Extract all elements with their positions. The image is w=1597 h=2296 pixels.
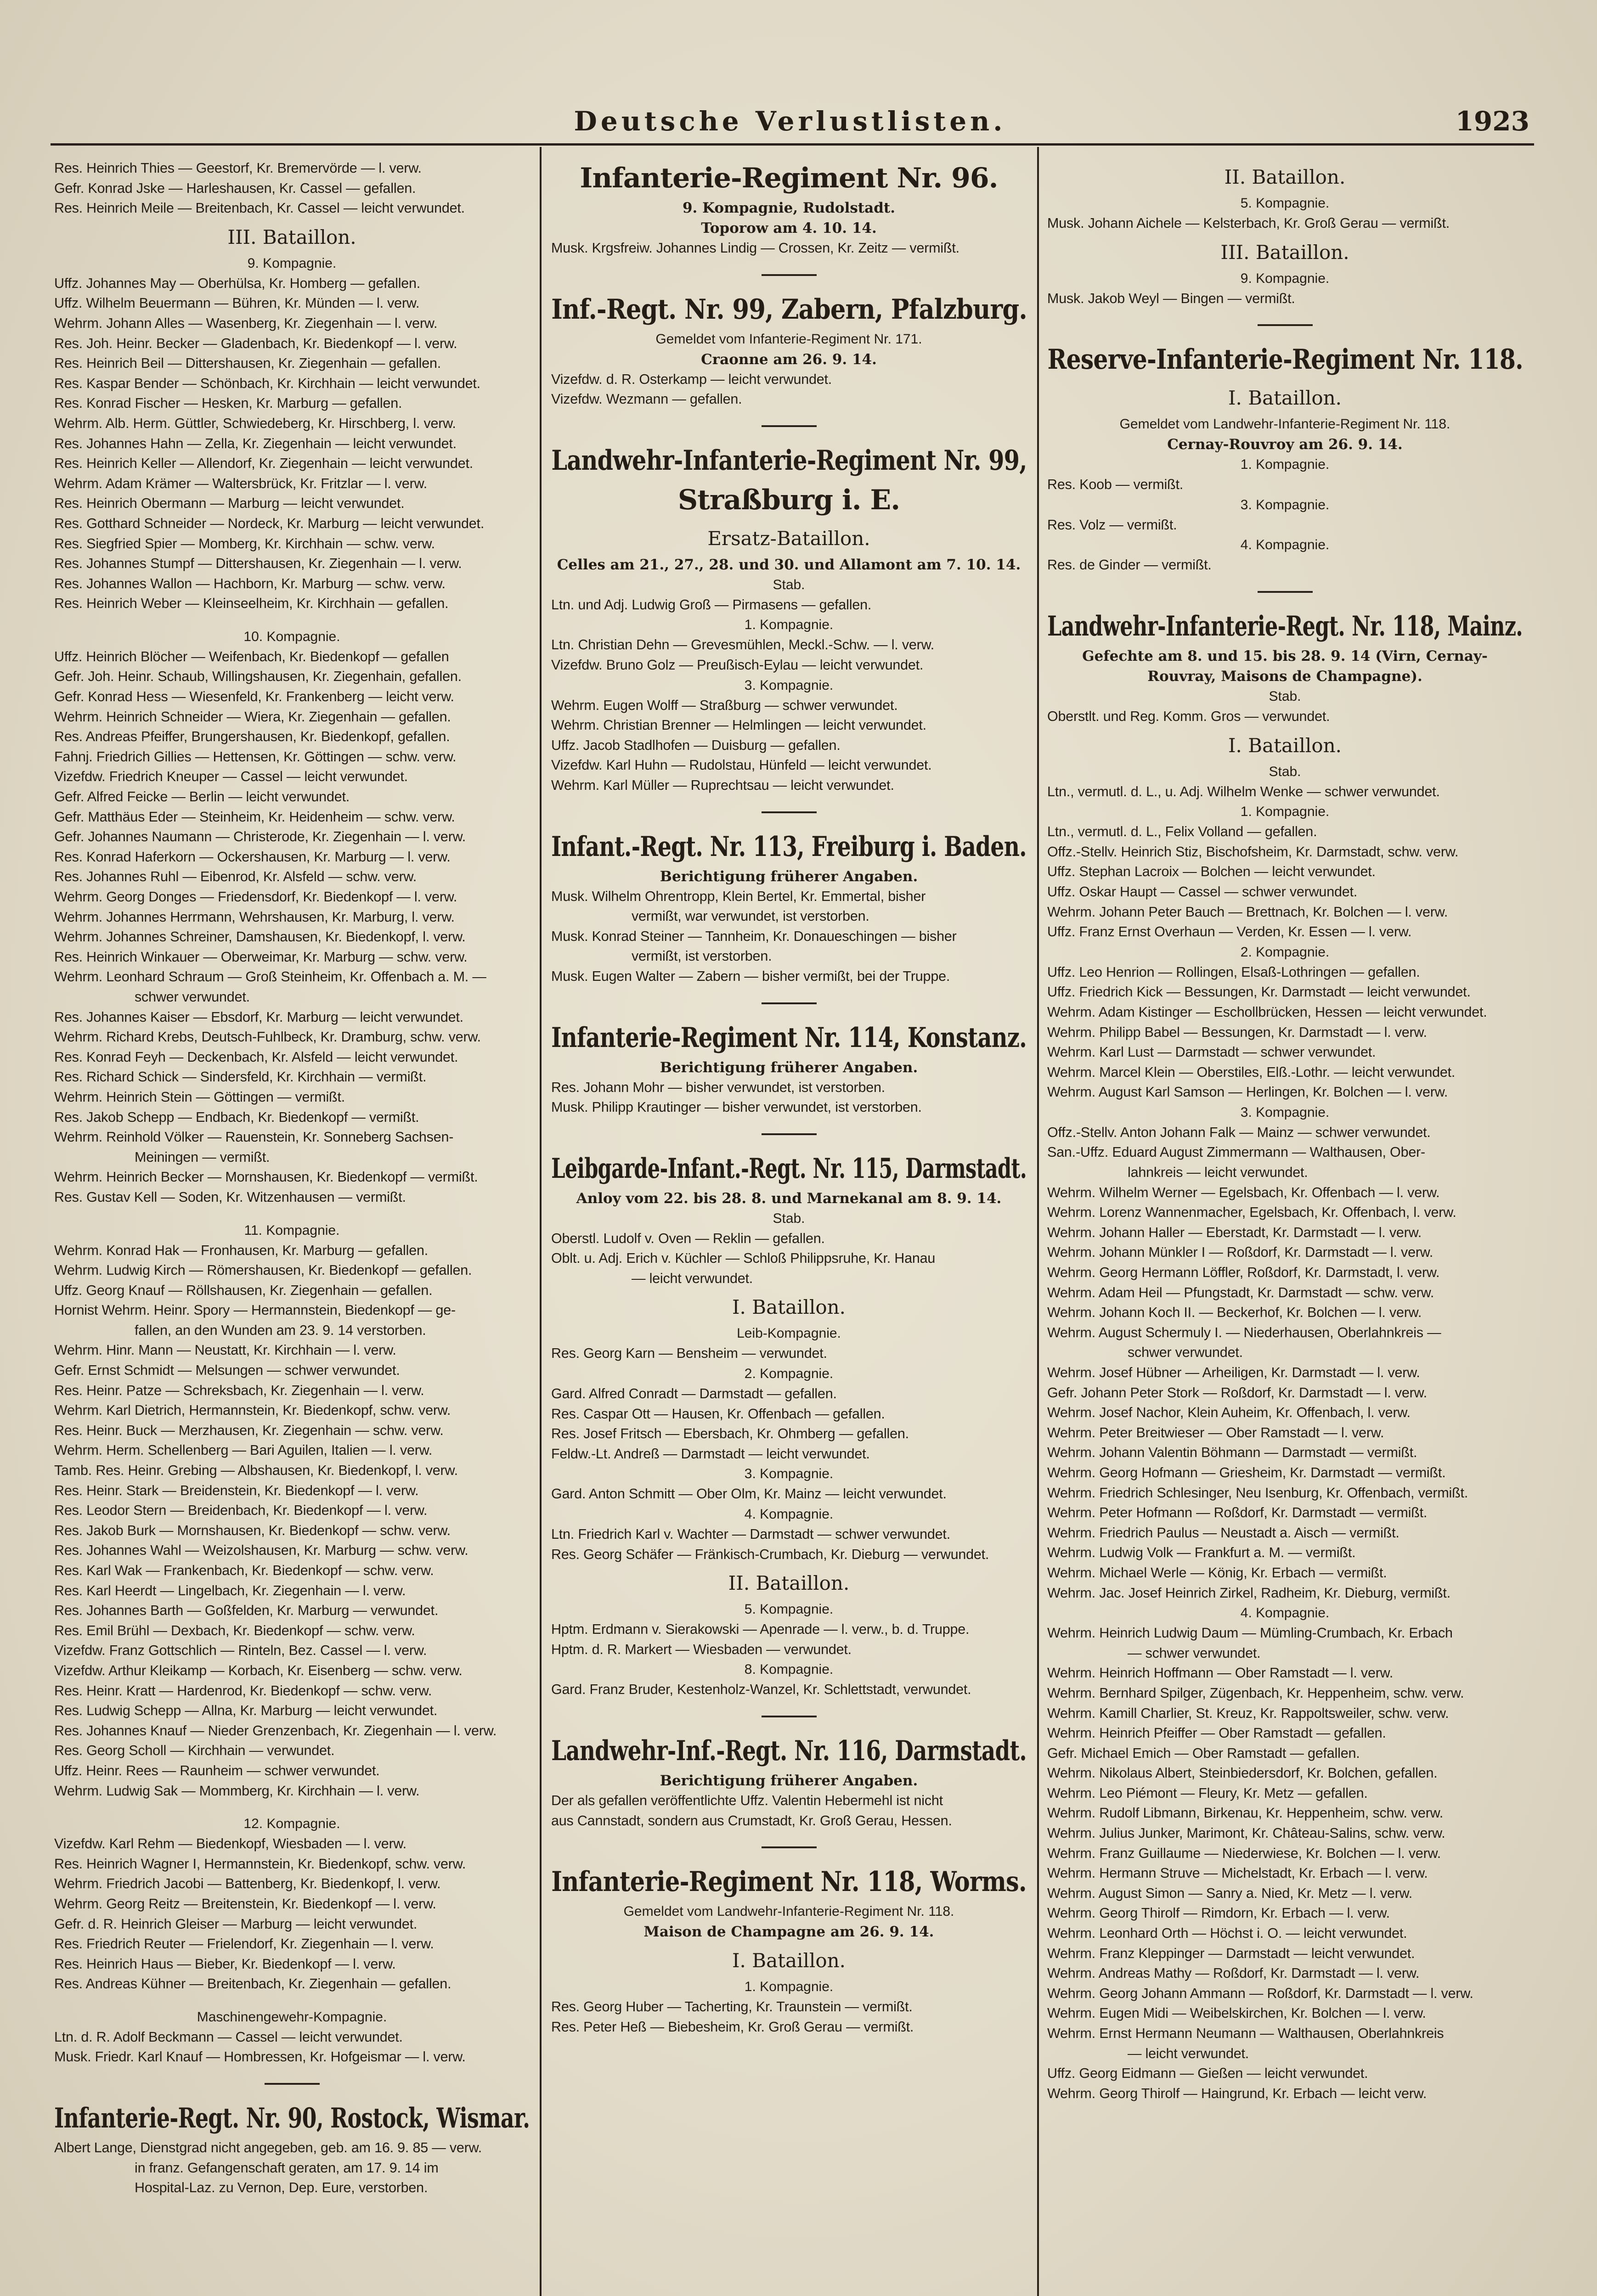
casualty-entry: Musk. Johann Aichele — Kelsterbach, Kr. Groß Gerau — vermißt. <box>1047 215 1450 231</box>
casualty-entry: Wehrm. Johann Peter Bauch — Brettnach, Kr. Bolchen — l. verw. <box>1047 904 1448 920</box>
casualty-entry: Fahnj. Friedrich Gillies — Hettensen, Kr. Göttingen — schw. verw. <box>54 748 457 765</box>
casualty-entry-continuation: vermißt, war verwundet, ist verstorben. <box>632 908 869 924</box>
casualty-entry: Res. Heinr. Buck — Merzhausen, Kr. Ziegenhain — schw. verw. <box>54 1422 444 1438</box>
battalion-heading: III. Bataillon. <box>1220 241 1349 264</box>
spacer <box>54 1801 530 1814</box>
casualty-entry: Tamb. Res. Heinr. Grebing — Albshausen, Kr. Biedenkopf, l. verw. <box>54 1463 458 1479</box>
casualty-entry: Res. Joh. Heinr. Becker — Gladenbach, Kr. Biedenkopf — l. verw. <box>54 335 457 351</box>
casualty-entry: Wehrm. Friedrich Schlesinger, Neu Isenburg, Kr. Offenbach, vermißt. <box>1047 1485 1468 1501</box>
casualty-entry: Uffz. Johannes May — Oberhülsa, Kr. Homberg — gefallen. <box>54 275 421 291</box>
casualty-entry: Wehrm. Georg Hofmann — Griesheim, Kr. Darmstadt — vermißt. <box>1047 1464 1446 1480</box>
subheading: Leib-Kompagnie. <box>737 1326 841 1341</box>
casualty-entry: Ltn., vermutl. d. L., u. Adj. Wilhelm Wenke — schwer verwundet. <box>1047 783 1440 799</box>
casualty-entry: Res. Johannes Hahn — Zella, Kr. Ziegenhain — leicht verwundet. <box>54 435 457 451</box>
subheading: 10. Kompagnie. <box>243 629 340 644</box>
casualty-entry: aus Cannstadt, sondern aus Crumstadt, Kr. Groß Gerau, Hessen. <box>551 1812 952 1829</box>
casualty-entry: Wehrm. Jac. Josef Heinrich Zirkel, Radheim, Kr. Dieburg, vermißt. <box>1047 1585 1450 1601</box>
casualty-entry: Offz.-Stellv. Heinrich Stiz, Bischofsheim, Kr. Darmstadt, schw. verw. <box>1047 844 1459 860</box>
subheading-bold: Toporow am 4. 10. 14. <box>701 220 877 236</box>
subheading: Maschinengewehr-Kompagnie. <box>197 2009 387 2025</box>
casualty-entry: Res. Volz — vermißt. <box>1047 517 1177 533</box>
casualty-entry: Uffz. Jacob Stadlhofen — Duisburg — gefallen. <box>551 737 841 753</box>
casualty-entry: Wehrm. Heinrich Ludwig Daum — Mümling-Crumbach, Kr. Erbach <box>1047 1625 1453 1641</box>
casualty-entry: Wehrm. Adam Krämer — Waltersbrück, Kr. Fritzlar — l. verw. <box>54 475 428 491</box>
casualty-entry: Res. Heinrich Meile — Breitenbach, Kr. Cassel — leicht verwundet. <box>54 200 465 216</box>
casualty-entry: Wehrm. Heinrich Stein — Göttingen — vermißt. <box>54 1089 345 1105</box>
subheading: 1. Kompagnie. <box>744 1979 834 1995</box>
section-separator <box>762 811 817 813</box>
casualty-entry: Res. Jakob Schepp — Endbach, Kr. Biedenkopf — vermißt. <box>54 1109 419 1125</box>
section-separator <box>762 1716 817 1717</box>
subheading: Stab. <box>1269 688 1301 704</box>
subheading-bold: Berichtigung früherer Angaben. <box>660 1773 918 1789</box>
casualty-entry: Gefr. Johannes Naumann — Christerode, Kr. Ziegenhain — l. verw. <box>54 829 466 845</box>
casualty-entry: Res. Richard Schick — Sindersfeld, Kr. Kirchhain — vermißt. <box>54 1069 427 1085</box>
casualty-entry: Ltn. und Adj. Ludwig Groß — Pirmasens — gefallen. <box>551 597 872 613</box>
casualty-entry: Wehrm. Konrad Hak — Fronhausen, Kr. Marburg — gefallen. <box>54 1242 429 1258</box>
casualty-entry: Wehrm. Georg Donges — Friedensdorf, Kr. Biedenkopf — l. verw. <box>54 889 457 905</box>
casualty-entry: Wehrm. Ludwig Kirch — Römershausen, Kr. Biedenkopf — gefallen. <box>54 1262 472 1278</box>
casualty-entry: Wehrm. Peter Hofmann — Roßdorf, Kr. Darmstadt — vermißt. <box>1047 1505 1428 1521</box>
casualty-entry: Oblt. u. Adj. Erich v. Küchler — Schloß Philippsruhe, Kr. Hanau <box>551 1250 936 1266</box>
casualty-entry: Wehrm. Adam Heil — Pfungstadt, Kr. Darmstadt — schw. verw. <box>1047 1284 1434 1300</box>
casualty-entry-continuation: — leicht verwundet. <box>632 1270 753 1286</box>
subheading: 9. Kompagnie. <box>1240 270 1330 286</box>
casualty-entry: Res. Georg Schäfer — Fränkisch-Crumbach, Kr. Dieburg — verwundet. <box>551 1546 989 1562</box>
casualty-entry: Res. Josef Fritsch — Ebersbach, Kr. Ohmberg — gefallen. <box>551 1426 909 1442</box>
casualty-entry: Res. Heinrich Beil — Dittershausen, Kr. Ziegenhain — gefallen. <box>54 355 441 371</box>
casualty-entry: Wehrm. Julius Junker, Marimont, Kr. Château-Salins, schw. verw. <box>1047 1825 1445 1841</box>
casualty-entry: Gefr. Alfred Feicke — Berlin — leicht verwundet. <box>54 789 350 805</box>
casualty-entry: Res. Johannes Barth — Goßfelden, Kr. Marburg — verwundet. <box>54 1603 439 1619</box>
page-number: 1923 <box>1455 106 1529 137</box>
casualty-entry: Wehrm. Karl Müller — Ruprechtsau — leicht verwundet. <box>551 777 894 793</box>
casualty-entry: Res. Johannes Knauf — Nieder Grenzenbach, Kr. Ziegenhain — l. verw. <box>54 1722 497 1739</box>
subheading: 12. Kompagnie. <box>243 1816 340 1832</box>
battalion-heading: I. Bataillon. <box>1228 734 1342 757</box>
casualty-entry: Musk. Eugen Walter — Zabern — bisher vermißt, bei der Truppe. <box>551 968 950 984</box>
casualty-entry: Ltn. d. R. Adolf Beckmann — Cassel — leicht verwundet. <box>54 2029 403 2045</box>
casualty-entry: Wehrm. Peter Breitwieser — Ober Ramstadt — l. verw. <box>1047 1424 1384 1441</box>
spacer <box>54 1208 530 1221</box>
casualty-entry: Gefr. Michael Emich — Ober Ramstadt — gefallen. <box>1047 1745 1360 1761</box>
casualty-entry: Wehrm. Marcel Klein — Oberstiles, Elß.-Lothr. — leicht verwundet. <box>1047 1064 1456 1080</box>
casualty-entry-continuation: fallen, an den Wunden am 23. 9. 14 verstorben. <box>135 1322 426 1338</box>
casualty-entry: Uffz. Leo Henrion — Rollingen, Elsaß-Lothringen — gefallen. <box>1047 964 1420 980</box>
casualty-entry: Wehrm. Wilhelm Werner — Egelsbach, Kr. Offenbach — l. verw. <box>1047 1184 1440 1200</box>
battalion-heading: I. Bataillon. <box>1228 387 1342 410</box>
casualty-entry: Hptm. Erdmann v. Sierakowski — Apenrade — l. verw., b. d. Truppe. <box>551 1621 970 1638</box>
casualty-entry: Uffz. Heinr. Rees — Raunheim — schwer verwundet. <box>54 1762 380 1778</box>
column-2 <box>551 158 1027 2296</box>
casualty-entry: Wehrm. Georg Hermann Löffler, Roßdorf, Kr. Darmstadt, l. verw. <box>1047 1265 1440 1281</box>
casualty-entry: Wehrm. Leo Piémont — Fleury, Kr. Metz — gefallen. <box>1047 1785 1368 1801</box>
casualty-entry: Res. Leodor Stern — Breidenbach, Kr. Biedenkopf — l. verw. <box>54 1503 428 1519</box>
casualty-entry: Musk. Philipp Krautinger — bisher verwundet, ist verstorben. <box>551 1099 922 1115</box>
casualty-entry: Res. Peter Heß — Biebesheim, Kr. Groß Gerau — vermißt. <box>551 2019 914 2035</box>
spacer <box>54 1994 530 2007</box>
casualty-entry: Wehrm. Leonhard Orth — Höchst i. O. — leicht verwundet. <box>1047 1925 1407 1941</box>
casualty-entry: Res. Konrad Fischer — Hesken, Kr. Marburg — gefallen. <box>54 395 402 411</box>
subheading-bold: Anloy vom 22. bis 28. 8. und Marnekanal am 8. 9. 14. <box>576 1190 1002 1207</box>
casualty-entry: Uffz. Georg Eidmann — Gießen — leicht verwundet. <box>1047 2065 1368 2082</box>
casualty-entry: Wehrm. Georg Johann Ammann — Roßdorf, Kr. Darmstadt — l. verw. <box>1047 1985 1473 2001</box>
casualty-entry: Res. Jakob Burk — Mornshausen, Kr. Biedenkopf — schw. verw. <box>54 1522 451 1538</box>
casualty-entry: Wehrm. Philipp Babel — Bessungen, Kr. Darmstadt — l. verw. <box>1047 1024 1427 1040</box>
casualty-entry: Wehrm. Hinr. Mann — Neustatt, Kr. Kirchhain — l. verw. <box>54 1342 396 1358</box>
subheading: Gemeldet vom Landwehr-Infanterie-Regiment Nr. 118. <box>1119 416 1450 432</box>
casualty-entry: Wehrm. Adam Kistinger — Eschollbrücken, Hessen — leicht verwundet. <box>1047 1004 1487 1020</box>
casualty-entry: Wehrm. Eugen Wolff — Straßburg — schwer verwundet. <box>551 697 898 713</box>
casualty-entry: Wehrm. Heinrich Schneider — Wiera, Kr. Ziegenhain — gefallen. <box>54 709 451 725</box>
battalion-heading: I. Bataillon. <box>732 1296 846 1319</box>
casualty-entry: Albert Lange, Dienstgrad nicht angegeben, geb. am 16. 9. 85 — verw. <box>54 2140 482 2156</box>
casualty-entry: Uffz. Wilhelm Beuermann — Bühren, Kr. Münden — l. verw. <box>54 295 420 311</box>
subheading: 5. Kompagnie. <box>1240 196 1330 211</box>
regiment-heading: Landwehr-Infanterie-Regiment Nr. 99, <box>551 444 1027 477</box>
subheading-bold: Berichtigung früherer Angaben. <box>660 1059 918 1076</box>
header-rule <box>51 143 1534 146</box>
subheading: 2. Kompagnie. <box>744 1366 834 1382</box>
casualty-entry: Musk. Konrad Steiner — Tannheim, Kr. Donaueschingen — bisher <box>551 928 957 944</box>
subheading: 1. Kompagnie. <box>1240 457 1330 473</box>
subheading: 1. Kompagnie. <box>1240 804 1330 820</box>
casualty-entry: Wehrm. Georg Reitz — Breitenstein, Kr. Biedenkopf — l. verw. <box>54 1896 436 1912</box>
casualty-entry: Wehrm. Heinrich Becker — Mornshausen, Kr. Biedenkopf — vermißt. <box>54 1169 478 1185</box>
casualty-entry-continuation: in franz. Gefangenschaft geraten, am 17. 9. 14 im <box>135 2160 439 2176</box>
casualty-entry: Res. Caspar Ott — Hausen, Kr. Offenbach — gefallen. <box>551 1406 885 1422</box>
casualty-entry: Wehrm. Leonhard Schraum — Groß Steinheim, Kr. Offenbach a. M. — <box>54 969 486 985</box>
subheading: Stab. <box>1269 764 1301 779</box>
casualty-entry: Wehrm. Rudolf Libmann, Birkenau, Kr. Heppenheim, schw. verw. <box>1047 1805 1444 1821</box>
casualty-entry: Wehrm. Johannes Herrmann, Wehrshausen, Kr. Marburg, l. verw. <box>54 909 455 925</box>
spacer <box>54 614 530 627</box>
casualty-entry: Res. Konrad Feyh — Deckenbach, Kr. Alsfeld — leicht verwundet. <box>54 1049 458 1065</box>
casualty-entry: Der als gefallen veröffentlichte Uffz. Valentin Hebermehl ist nicht <box>551 1793 943 1808</box>
casualty-entry: Res. Heinrich Keller — Allendorf, Kr. Ziegenhain — leicht verwundet. <box>54 456 474 472</box>
casualty-entry: Res. Siegfried Spier — Momberg, Kr. Kirchhain — schw. verw. <box>54 535 435 551</box>
subheading: 11. Kompagnie. <box>244 1222 340 1238</box>
subheading: 9. Kompagnie. <box>247 255 337 271</box>
casualty-entry: Wehrm. Ernst Hermann Neumann — Walthausen, Oberlahnkreis <box>1047 2026 1444 2041</box>
casualty-entry: Uffz. Georg Knauf — Röllshausen, Kr. Ziegenhain — gefallen. <box>54 1282 433 1298</box>
casualty-entry: Res. Johannes Ruhl — Eibenrod, Kr. Alsfeld — schw. verw. <box>54 869 417 885</box>
column-divider <box>1037 147 1039 2296</box>
regiment-heading: Landwehr-Inf.-Regt. Nr. 116, Darmstadt. <box>551 1735 1027 1767</box>
casualty-entry: Vizefdw. Karl Huhn — Rudolstau, Hünfeld — leicht verwundet. <box>551 757 932 773</box>
publication-title: Deutsche Verlustlisten. <box>574 106 1006 137</box>
regiment-heading: Infanterie-Regt. Nr. 90, Rostock, Wismar. <box>54 2102 530 2135</box>
section-separator <box>1258 324 1313 326</box>
casualty-entry: Gefr. Johann Peter Stork — Roßdorf, Kr. Darmstadt — l. verw. <box>1047 1384 1428 1401</box>
casualty-entry: Res. Andreas Kühner — Breitenbach, Kr. Ziegenhain — gefallen. <box>54 1976 451 1992</box>
casualty-entry: Wehrm. Ludwig Sak — Mommberg, Kr. Kirchhain — l. verw. <box>54 1783 420 1799</box>
regiment-heading: Infanterie-Regiment Nr. 114, Konstanz. <box>551 1021 1027 1054</box>
casualty-entry: Wehrm. Andreas Mathy — Roßdorf, Kr. Darmstadt — l. verw. <box>1047 1965 1420 1981</box>
casualty-entry: Res. Heinrich Weber — Kleinseelheim, Kr. Kirchhain — gefallen. <box>54 596 449 612</box>
casualty-entry: Wehrm. Reinhold Völker — Rauenstein, Kr. Sonneberg Sachsen- <box>54 1129 454 1145</box>
casualty-entry: Wehrm. Josef Nachor, Klein Auheim, Kr. Offenbach, l. verw. <box>1047 1405 1411 1421</box>
casualty-entry: Wehrm. Herm. Schellenberg — Bari Aguilen, Italien — l. verw. <box>54 1442 433 1458</box>
casualty-entry: Wehrm. Christian Brenner — Helmlingen — leicht verwundet. <box>551 717 926 733</box>
casualty-entry: Ltn. Christian Dehn — Grevesmühlen, Meckl.-Schw. — l. verw. <box>551 637 935 653</box>
casualty-entry: Musk. Jakob Weyl — Bingen — vermißt. <box>1047 290 1295 306</box>
casualty-entry: Musk. Wilhelm Ohrentropp, Klein Bertel, Kr. Emmertal, bisher <box>551 888 926 904</box>
subheading-bold: Maison de Champagne am 26. 9. 14. <box>643 1924 934 1941</box>
column-divider <box>540 147 542 2296</box>
subheading: 5. Kompagnie. <box>744 1602 834 1617</box>
casualty-entry: Res. Johann Mohr — bisher verwundet, ist verstorben. <box>551 1079 886 1095</box>
subheading: Gemeldet vom Infanterie-Regiment Nr. 171. <box>655 331 922 347</box>
casualty-entry: Res. Heinrich Haus — Bieber, Kr. Biedenkopf — l. verw. <box>54 1956 396 1972</box>
casualty-entry: Gefr. Ernst Schmidt — Melsungen — schwer verwundet. <box>54 1362 400 1379</box>
casualty-entry: Vizefdw. Karl Rehm — Biedenkopf, Wiesbaden — l. verw. <box>54 1836 406 1852</box>
casualty-entry: Wehrm. Friedrich Jacobi — Battenberg, Kr. Biedenkopf, l. verw. <box>54 1876 441 1892</box>
casualty-entry: Gefr. Joh. Heinr. Schaub, Willingshausen, Kr. Ziegenhain, gefallen. <box>54 669 462 685</box>
subheading: Stab. <box>773 1210 805 1226</box>
battalion-heading: II. Bataillon. <box>728 1572 850 1595</box>
casualty-entry: Res. Friedrich Reuter — Frielendorf, Kr. Ziegenhain — l. verw. <box>54 1936 434 1952</box>
casualty-entry: Res. Emil Brühl — Dexbach, Kr. Biedenkopf — schw. verw. <box>54 1622 415 1638</box>
casualty-entry: Wehrm. Johann Koch II. — Beckerhof, Kr. Bolchen — l. verw. <box>1047 1305 1422 1321</box>
casualty-entry: Res. Georg Huber — Tacherting, Kr. Traunstein — vermißt. <box>551 1999 913 2015</box>
casualty-entry: Gard. Anton Schmitt — Ober Olm, Kr. Mainz — leicht verwundet. <box>551 1486 947 1502</box>
casualty-entry: Wehrm. Michael Werle — König, Kr. Erbach — vermißt. <box>1047 1564 1387 1581</box>
casualty-entry: Ltn. Friedrich Karl v. Wachter — Darmstadt — schwer verwundet. <box>551 1526 950 1542</box>
casualty-entry: Res. Heinrich Obermann — Marburg — leicht verwundet. <box>54 495 405 512</box>
casualty-entry: Wehrm. Georg Thirolf — Haingrund, Kr. Erbach — leicht verw. <box>1047 2085 1427 2101</box>
casualty-entry: Vizefdw. Franz Gottschlich — Rinteln, Bez. Cassel — l. verw. <box>54 1643 427 1659</box>
casualty-entry: Hptm. d. R. Markert — Wiesbaden — verwundet. <box>551 1641 852 1657</box>
casualty-entry: Res. Georg Scholl — Kirchhain — verwundet. <box>54 1743 335 1759</box>
casualty-entry: San.-Uffz. Eduard August Zimmermann — Walthausen, Ober- <box>1047 1144 1426 1160</box>
casualty-entry-continuation: vermißt, ist verstorben. <box>632 948 772 964</box>
casualty-entry: Offz.-Stellv. Anton Johann Falk — Mainz — schwer verwundet. <box>1047 1124 1431 1140</box>
battalion-heading: II. Bataillon. <box>1224 166 1346 188</box>
subheading: 1. Kompagnie. <box>744 617 834 633</box>
casualty-entry: Wehrm. Nikolaus Albert, Steinbiedersdorf, Kr. Bolchen, gefallen. <box>1047 1765 1438 1781</box>
section-separator <box>762 1846 817 1848</box>
subheading: Gemeldet vom Landwehr-Infanterie-Regiment Nr. 118. <box>623 1904 954 1919</box>
column-1 <box>54 158 530 2296</box>
casualty-entry-continuation: schwer verwundet. <box>1128 1345 1243 1361</box>
subheading-bold: Rouvray, Maisons de Champagne). <box>1147 668 1422 685</box>
casualty-entry: Wehrm. Johannes Schreiner, Damshausen, Kr. Biedenkopf, l. verw. <box>54 929 466 945</box>
column-3 <box>1047 158 1523 2296</box>
subheading: 3. Kompagnie. <box>744 1466 834 1482</box>
subheading-bold: Craonne am 26. 9. 14. <box>701 351 877 368</box>
casualty-entry: Res. Heinr. Patze — Schreksbach, Kr. Ziegenhain — l. verw. <box>54 1382 424 1398</box>
casualty-entry: Vizefdw. Wezmann — gefallen. <box>551 391 742 407</box>
casualty-entry: Res. Koob — vermißt. <box>1047 477 1183 493</box>
subheading: 3. Kompagnie. <box>1240 497 1330 512</box>
casualty-entry: Gefr. Matthäus Eder — Steinheim, Kr. Heidenheim — schw. verw. <box>54 809 455 825</box>
casualty-entry: Uffz. Franz Ernst Overhaun — Verden, Kr. Essen — l. verw. <box>1047 924 1412 940</box>
casualty-entry: Wehrm. Johann Münkler I — Roßdorf, Kr. Darmstadt — l. verw. <box>1047 1244 1433 1261</box>
casualty-entry: Res. Karl Heerdt — Lingelbach, Kr. Ziegenhain — l. verw. <box>54 1582 406 1598</box>
casualty-entry: Res. Johannes Wallon — Hachborn, Kr. Marburg — schw. verw. <box>54 575 446 591</box>
subheading-bold: Gefechte am 8. und 15. bis 28. 9. 14 (Virn, Cernay- <box>1082 647 1488 664</box>
casualty-entry: Wehrm. Bernhard Spilger, Zügenbach, Kr. Heppenheim, schw. verw. <box>1047 1685 1464 1701</box>
regiment-heading: Infant.-Regt. Nr. 113, Freiburg i. Baden. <box>551 830 1027 863</box>
casualty-entry-continuation: Hospital-Laz. zu Vernon, Dep. Eure, verstorben. <box>135 2180 428 2196</box>
casualty-entry: Uffz. Stephan Lacroix — Bolchen — leicht verwundet. <box>1047 864 1376 880</box>
casualty-entry: Wehrm. August Karl Samson — Herlingen, Kr. Bolchen — l. verw. <box>1047 1084 1448 1100</box>
section-separator <box>265 2083 320 2085</box>
regiment-heading: Straßburg i. E. <box>677 484 900 516</box>
subheading-bold: Cernay-Rouvroy am 26. 9. 14. <box>1167 436 1403 453</box>
casualty-entry: Wehrm. Franz Guillaume — Niederwiese, Kr. Bolchen — l. verw. <box>1047 1845 1441 1861</box>
subheading: Stab. <box>773 577 805 592</box>
section-separator <box>762 1133 817 1135</box>
casualty-entry: Musk. Friedr. Karl Knauf — Hombressen, Kr. Hofgeismar — l. verw. <box>54 2049 466 2065</box>
subheading: 3. Kompagnie. <box>744 677 834 693</box>
casualty-entry: Wehrm. Franz Kleppinger — Darmstadt — leicht verwundet. <box>1047 1945 1415 1961</box>
regiment-heading: Leibgarde-Infant.-Regt. Nr. 115, Darmstadt. <box>551 1152 1027 1185</box>
casualty-entry: Wehrm. Johann Alles — Wasenberg, Kr. Ziegenhain — l. verw. <box>54 315 438 331</box>
casualty-entry: Uffz. Oskar Haupt — Cassel — schwer verwundet. <box>1047 884 1358 900</box>
battalion-heading: III. Bataillon. <box>227 225 356 248</box>
casualty-entry: Wehrm. Alb. Herm. Güttler, Schwiedeberg, Kr. Hirschberg, l. verw. <box>54 415 456 431</box>
subheading: 2. Kompagnie. <box>1240 944 1330 960</box>
battalion-heading: I. Bataillon. <box>732 1949 846 1972</box>
casualty-entry: Wehrm. Hermann Struve — Michelstadt, Kr. Erbach — l. verw. <box>1047 1865 1428 1881</box>
casualty-entry: Hornist Wehrm. Heinr. Spory — Hermannstein, Biedenkopf — ge- <box>54 1302 456 1318</box>
casualty-entry: Res. Heinr. Kratt — Hardenrod, Kr. Biedenkopf — schw. verw. <box>54 1683 432 1699</box>
casualty-entry: Wehrm. Georg Thirolf — Rimdorn, Kr. Erbach — l. verw. <box>1047 1905 1390 1921</box>
casualty-entry: Oberstlt. und Reg. Komm. Gros — verwundet. <box>1047 708 1330 724</box>
section-separator <box>1258 591 1313 593</box>
casualty-entry: Res. de Ginder — vermißt. <box>1047 557 1212 573</box>
casualty-entry: Gard. Franz Bruder, Kestenholz-Wanzel, Kr. Schlettstadt, verwundet. <box>551 1682 971 1698</box>
casualty-entry: Wehrm. Richard Krebs, Deutsch-Fuhlbeck, Kr. Dramburg, schw. verw. <box>54 1029 481 1045</box>
casualty-entry: Vizefdw. Bruno Golz — Preußisch-Eylau — leicht verwundet. <box>551 657 924 673</box>
casualty-entry: Res. Ludwig Schepp — Allna, Kr. Marburg — leicht verwundet. <box>54 1703 438 1719</box>
section-separator <box>762 1002 817 1004</box>
casualty-entry: Res. Karl Wak — Frankenbach, Kr. Biedenkopf — schw. verw. <box>54 1563 434 1578</box>
masthead <box>51 106 1529 147</box>
casualty-entry: Res. Gustav Kell — Soden, Kr. Witzenhausen — vermißt. <box>54 1189 406 1205</box>
casualty-entry: Wehrm. August Simon — Sanry a. Nied, Kr. Metz — l. verw. <box>1047 1885 1413 1901</box>
casualty-entry: Res. Johannes Kaiser — Ebsdorf, Kr. Marburg — leicht verwundet. <box>54 1009 463 1025</box>
casualty-entry: Wehrm. Eugen Midi — Weibelskirchen, Kr. Bolchen — l. verw. <box>1047 2005 1426 2021</box>
casualty-entry: Wehrm. Heinrich Pfeiffer — Ober Ramstadt — gefallen. <box>1047 1725 1386 1741</box>
regiment-heading: Infanterie-Regiment Nr. 118, Worms. <box>551 1866 1027 1898</box>
casualty-entry: Gefr. Konrad Hess — Wiesenfeld, Kr. Frankenberg — leicht verw. <box>54 689 454 705</box>
casualty-entry: Musk. Krgsfreiw. Johannes Lindig — Crossen, Kr. Zeitz — vermißt. <box>551 240 959 256</box>
casualty-entry: Wehrm. Karl Dietrich, Hermannstein, Kr. Biedenkopf, schw. verw. <box>54 1402 451 1418</box>
casualty-entry: Wehrm. Heinrich Hoffmann — Ober Ramstadt — l. verw. <box>1047 1665 1394 1681</box>
casualty-entry: Vizefdw. Arthur Kleikamp — Korbach, Kr. Eisenberg — schw. verw. <box>54 1662 463 1678</box>
subheading-bold: Celles am 21., 27., 28. und 30. und Allamont am 7. 10. 14. <box>557 556 1021 573</box>
subheading-bold: 9. Kompagnie, Rudolstadt. <box>682 200 896 216</box>
casualty-entry: Ltn., vermutl. d. L., Felix Volland — gefallen. <box>1047 824 1317 840</box>
regiment-heading: Landwehr-Infanterie-Regt. Nr. 118, Mainz. <box>1047 610 1523 642</box>
casualty-entry: Res. Johannes Stumpf — Dittershausen, Kr. Ziegenhain — l. verw. <box>54 556 462 572</box>
casualty-entry: Gefr. d. R. Heinrich Gleiser — Marburg — leicht verwundet. <box>54 1916 418 1932</box>
casualty-entry: Res. Gotthard Schneider — Nordeck, Kr. Marburg — leicht verwundet. <box>54 515 485 531</box>
casualty-entry-continuation: lahnkreis — leicht verwundet. <box>1128 1165 1308 1181</box>
casualty-entry: Wehrm. Josef Hübner — Arheiligen, Kr. Darmstadt — l. verw. <box>1047 1365 1420 1380</box>
casualty-entry: Wehrm. Johann Haller — Eberstadt, Kr. Darmstadt — l. verw. <box>1047 1224 1422 1240</box>
casualty-entry-continuation: — leicht verwundet. <box>1128 2045 1249 2061</box>
subheading-bold: Berichtigung früherer Angaben. <box>660 868 918 885</box>
casualty-entry-continuation: — schwer verwundet. <box>1128 1645 1261 1661</box>
casualty-entry: Res. Heinr. Stark — Breidenstein, Kr. Biedenkopf — l. verw. <box>54 1482 419 1498</box>
casualty-entry: Gard. Alfred Conradt — Darmstadt — gefallen. <box>551 1386 837 1402</box>
casualty-entry: Res. Andreas Pfeiffer, Brungershausen, Kr. Biedenkopf, gefallen. <box>54 729 450 745</box>
section-separator <box>762 274 817 276</box>
casualty-entry: Wehrm. Kamill Charlier, St. Kreuz, Kr. Rappoltsweiler, schw. verw. <box>1047 1705 1449 1721</box>
casualty-entry: Res. Kaspar Bender — Schönbach, Kr. Kirchhain — leicht verwundet. <box>54 375 480 391</box>
regiment-heading: Infanterie-Regiment Nr. 96. <box>580 162 998 194</box>
subheading: 3. Kompagnie. <box>1240 1104 1330 1120</box>
subheading: 4. Kompagnie. <box>744 1507 834 1522</box>
casualty-entry-continuation: schwer verwundet. <box>135 989 250 1005</box>
casualty-entry: Res. Heinrich Wagner I, Hermannstein, Kr. Biedenkopf, schw. verw. <box>54 1856 466 1872</box>
casualty-entry: Vizefdw. Friedrich Kneuper — Cassel — leicht verwundet. <box>54 769 408 785</box>
casualty-entry: Res. Johannes Wahl — Weizolshausen, Kr. Marburg — schw. verw. <box>54 1542 468 1559</box>
casualty-entry: Wehrm. Ludwig Volk — Frankfurt a. M. — vermißt. <box>1047 1545 1356 1561</box>
casualty-entry: Uffz. Heinrich Blöcher — Weifenbach, Kr. Biedenkopf — gefallen <box>54 648 449 664</box>
casualty-entry: Wehrm. Lorenz Wannenmacher, Egelsbach, Kr. Offenbach, l. verw. <box>1047 1204 1456 1221</box>
casualty-entry: Gefr. Konrad Jske — Harleshausen, Kr. Cassel — gefallen. <box>54 180 416 196</box>
casualty-entry: Res. Konrad Haferkorn — Ockershausen, Kr. Marburg — l. verw. <box>54 849 451 865</box>
section-separator <box>762 425 817 427</box>
subheading: 8. Kompagnie. <box>744 1662 834 1677</box>
subheading: 4. Kompagnie. <box>1240 537 1330 553</box>
subheading: 4. Kompagnie. <box>1240 1605 1330 1621</box>
casualty-entry-continuation: Meiningen — vermißt. <box>135 1149 270 1165</box>
casualty-entry: Wehrm. Karl Lust — Darmstadt — schwer verwundet. <box>1047 1044 1376 1060</box>
casualty-entry: Vizefdw. d. R. Osterkamp — leicht verwundet. <box>551 371 832 387</box>
casualty-entry: Wehrm. Friedrich Paulus — Neustadt a. Aisch — vermißt. <box>1047 1525 1399 1541</box>
casualty-entry: Uffz. Friedrich Kick — Bessungen, Kr. Darmstadt — leicht verwundet. <box>1047 984 1471 1000</box>
casualty-entry: Res. Heinrich Thies — Geestorf, Kr. Bremervörde — l. verw. <box>54 160 422 176</box>
casualty-entry: Res. Heinrich Winkauer — Oberweimar, Kr. Marburg — schw. verw. <box>54 949 468 965</box>
casualty-entry: Feldw.-Lt. Andreß — Darmstadt — leicht verwundet. <box>551 1446 870 1462</box>
regiment-heading: Inf.-Regt. Nr. 99, Zabern, Pfalzburg. <box>551 293 1027 326</box>
casualty-entry: Wehrm. Johann Valentin Böhmann — Darmstadt — vermißt. <box>1047 1445 1417 1461</box>
casualty-entry: Oberstl. Ludolf v. Oven — Reklin — gefallen. <box>551 1230 825 1246</box>
casualty-entry: Wehrm. August Schermuly I. — Niederhausen, Oberlahnkreis — <box>1047 1324 1441 1340</box>
casualty-entry: Res. Georg Karn — Bensheim — verwundet. <box>551 1345 827 1362</box>
regiment-heading: Reserve-Infanterie-Regiment Nr. 118. <box>1047 343 1523 376</box>
battalion-heading: Ersatz-Bataillon. <box>707 527 870 550</box>
